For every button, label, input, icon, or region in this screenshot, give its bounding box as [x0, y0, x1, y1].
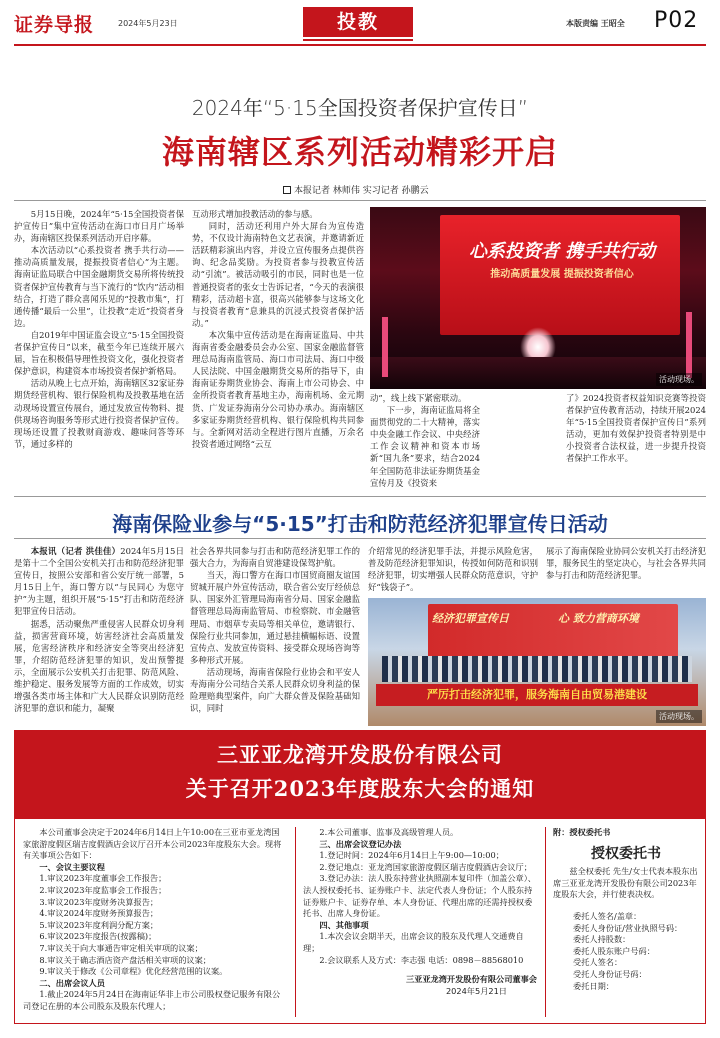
article1-column-1 [14, 208, 184, 493]
page-number: P02 [654, 8, 699, 33]
byline-text: 本报记者 林师伟 实习记者 孙鹏云 [294, 186, 429, 196]
paragraph: 互动形式增加投教活动的参与感。 [192, 209, 318, 219]
notice-banner [15, 731, 705, 819]
notice-signature: 三亚亚龙湾开发股份有限公司董事会 [405, 974, 537, 985]
paragraph: 动”，线上线下紧密联动。 [370, 393, 467, 403]
shareholder-meeting-notice [14, 730, 706, 1024]
agenda-item: 1.审议2023年度董事会工作报告； [39, 873, 167, 884]
proxy-form-body: 兹全权委托 先生/女士代表本股东出席三亚亚龙湾开发股份有限公司2023年度股东大会，并行使表决权。 [553, 866, 698, 900]
column-divider [545, 827, 546, 1017]
paragraph: 社会各界共同参与打击和防范经济犯罪工作的强大合力，为海南自贸港建设保驾护航。 [190, 546, 360, 569]
agenda-item: 5.审议2023年度利润分配方案； [39, 919, 159, 930]
notice-paragraph: 1.截止2024年5月24日在海南证华非上市公司股权登记服务有限公司登记在册的本公司股东及股东代理人； [23, 989, 281, 1011]
article2-headline: 海南保险业参与“5·15”打击和防范经济犯罪宣传日活动 [112, 512, 608, 536]
paragraph: 本次活动以“心系投资者 携手共行动——推动高质量发展，提振投资者信心”为主题。海南证监局联合中国金融期货交易所将传统投资者保护宣传教育与当下流行的“饮内”活动相结合，打造了群众喜闻乐见的“投教市集”，打通传播“最后一公里”，让投教“走近”投资者身边。 [14, 245, 184, 328]
column-divider [295, 827, 296, 1017]
article1-column-3 [370, 392, 480, 489]
agenda-item: 3.审议2023年度财务决算报告； [39, 896, 159, 907]
backdrop-text: 心 致力营商环境 [558, 612, 639, 625]
article2-column-1 [14, 545, 184, 725]
agenda-item: 8.审议关于确志酒店资产盘活相关审项的议案； [39, 954, 211, 965]
paragraph: 下一步，海南证监局将全面贯彻党的二十大精神，落实中央金融工作会议、中央经济工作会议精神和资本市场新“国九条”要求，结合2024年全国防范非法证券期货基金宣传月及《投资来 [370, 405, 480, 488]
paragraph: 2024年5月15日是第十二个全国公安机关打击和防范经济犯罪宣传日，按照公安部和省公安厅统一部署，5月15日上午，海口警方以“与民同心 为您守护”为主题，组织开展“5·15”打击和防范经济犯罪宣传日活动。 [14, 546, 184, 617]
police-event-photo [368, 598, 706, 726]
red-banner-text: 严厉打击经济犯罪，服务海南自由贸易港建设 [427, 688, 647, 701]
newspaper-logo: 证券导报 [14, 14, 95, 36]
proxy-field: 受托人签名： [573, 957, 623, 968]
proxy-field: 委托人股东账户号码： [573, 945, 655, 956]
notice-heading: 一、会议主要议程 [39, 861, 105, 872]
agenda-item: 6.审议2023年度报告(按露稿)； [39, 931, 157, 942]
article2-column-2 [190, 545, 360, 725]
proxy-form-column [553, 827, 699, 992]
agenda-item: 9.审议关于修改《公司章程》优化经营范围的议案。 [39, 966, 228, 977]
photo-caption: 活动现场。 [656, 710, 702, 723]
notice-heading: 二、出席会议人员 [39, 977, 105, 988]
notice-heading: 四、其他事项 [319, 919, 369, 930]
proxy-form-title: 授权委托书 [591, 845, 661, 862]
paragraph: 自2019年中国证监会设立“5·15全国投资者保护宣传日”以来，截至今年已连续开展六届，旨在积极倡导理性投资文化，强化投资者保护意识，构建资本市场投资者保护新格局。 [14, 329, 184, 377]
agenda-item: 4.审议2024年度财务预算报告； [39, 908, 159, 919]
notice-paragraph: 2.本公司董事、监事及高级管理人员。 [319, 827, 459, 837]
article1-column-2 [192, 208, 364, 493]
article1-column-4 [566, 392, 706, 465]
notice-paragraph: 本公司董事会决定于2024年6月14日上午10:00在三亚市亚龙湾国家旅游度假区瑞吉度假酒店会议厅召开本公司2023年度股东大会。现将有关事项公告如下： [23, 827, 282, 861]
proxy-field: 委托人签名/盖章： [573, 910, 642, 921]
notice-title-subject: 关于召开2023年度股东大会的通知 [185, 776, 535, 801]
issue-date: 2024年5月23日 [118, 19, 178, 28]
article2-column-4 [546, 545, 706, 581]
paragraph: 展示了海南保险业协同公安机关打击经济犯罪，服务民生的坚定决心，与社会各界共同参与打击和防范经济犯罪。 [546, 546, 706, 581]
section-tab: 投教 [303, 7, 413, 37]
paragraph: 当天，海口警方在海口市国贸商圈友谊国贸城开展户外宣传活动，联合省公安厅经侦总队、国家外汇管理局海南省分局、国家金融监督管理总局海南监管局、市检察院、市金融管理局、市烟草专卖局等相关单位，邀请银行、保险行业共同参加，通过悬挂横幅标语、设置宣传点、发放宣传资料、接受群众现场咨询等多种形式开展。 [190, 570, 360, 665]
paragraph: 介绍常见的经济犯罪手法，并提示风险危害，普及防范经济犯罪知识，传授如何防范和识别经济犯罪，切实增强人民群众防范意识，守护好“钱袋子”。 [368, 546, 538, 593]
paragraph: 了》2024投资者权益知识竞赛等投资者保护宣传教育活动，持续开展2024年“5·15全国投资者保护宣传日”系列活动，更加有效保护投资者特别是中小投资者合法权益，进一步提升投资者保护工作水平。 [566, 393, 706, 464]
divider [14, 496, 706, 497]
paragraph: 5月15日晚，2024年“5·15全国投资者保护宣传日”集中宣传活动在海口市日月广场举办，海南辖区投保系列活动开启序幕。 [14, 209, 184, 244]
header-rule [14, 44, 706, 46]
article1-kicker: 2024年“5·15全国投资者保护宣传日” [191, 96, 529, 120]
notice-paragraph: 1.本次会议会期半天，出席会议的股东及代理人交通费自理； [303, 931, 524, 953]
notice-title-company: 三亚亚龙湾开发股份有限公司 [217, 742, 503, 767]
proxy-field: 委托人持股数： [573, 934, 631, 945]
backdrop-text: 经济犯罪宣传日 [432, 612, 509, 625]
divider [14, 200, 706, 201]
crowd [382, 656, 692, 682]
editor-credit: 本版责编 王昭全 [566, 19, 625, 28]
notice-paragraph: 2.会议联系人及方式：李志强 电话：0898－88568010 [319, 954, 524, 965]
proxy-field: 委托日期： [573, 980, 614, 991]
notice-paragraph: 1.登记时间：2024年6月14日上午9:00—10:00； [319, 850, 504, 861]
attachment-label: 附：授权委托书 [553, 827, 611, 837]
notice-heading: 三、出席会议登记办法 [319, 838, 402, 849]
stage-subtitle: 推动高质量发展 提振投资者信心 [490, 269, 634, 280]
article1-byline [283, 183, 429, 196]
agenda-item: 7.审议关于向大事通告审定相关审项的议案； [39, 942, 203, 953]
notice-left-column [23, 827, 287, 1013]
divider [14, 538, 706, 539]
spacer [486, 392, 560, 482]
proxy-field: 委托人身份证/营业执照号码： [573, 922, 683, 933]
proxy-field: 受托人身份证号码： [573, 968, 647, 979]
light-pole [686, 312, 692, 378]
page-header [0, 0, 720, 44]
paragraph: 据悉，活动聚焦严重侵害人民群众切身利益，损害营商环境，妨害经济社会高质量发展，危害经济秩序和经济安全等突出经济犯罪，介绍防范经济犯罪的知识，发出预警提示，全面展示公安机关打击犯罪、防范风险、维护稳定、服务发展等方面的工作成效，切实增强各类市场主体和广大人民群众识别防范经济犯罪的意识和能力，凝聚 [14, 618, 184, 714]
paragraph: 活动从晚上七点开始，海南辖区32家证券期货经营机构、银行保险机构及投教基地在活动现场设置宣传展台，通过发放宣传物料、提供现场咨询服务等形式进行投资者保护宣传。现场还设置了投教财商游戏、趣味问答等环节，通过多样的 [14, 378, 184, 449]
stage-title: 心系投资者 携手共行动 [468, 241, 656, 262]
event-stage-photo [370, 207, 706, 389]
notice-paragraph: 3.登记办法：法人股东持营业执照副本复印件（加盖公章）、法人授权委托书、证券账户卡、法定代表人身份证；个人股东持证券账户卡、证券存单、本人身份证、代理出席的还需持授权委托书、出席人身份证。 [303, 873, 536, 919]
article2-column-3 [368, 545, 538, 593]
notice-middle-column [303, 827, 537, 997]
notice-date: 2024年5月21日 [445, 985, 507, 996]
agenda-item: 2.审议2023年度监事会工作报告； [39, 884, 167, 895]
paragraph: 同时，活动还利用户外大屏台为宣传造势，不仅设计海南特色文艺表演，并邀请新近活跃精彩演出内容，并设立宣传服务点提供咨询、纪念品奖励。为投资者参与投教宣传活动“引流”。被活动吸引的市民，同时也是一位普通投资者的张女士告诉记者，“今天的表演很精彩，活动超卡富，很高兴能够参与这场文化与投资者教育”息兼具的沉浸式投资者保护活动。” [192, 221, 364, 328]
paragraph: 本次集中宣传活动是在海南证监局、中共海南省委金融委员会办公室、国家金融监督管理总局海南监管局、海口市司法局、海口中级人民法院、中国金融期货交易所的指导下，由海南证券期货业协会、海南上市公司协会、中金所投资者教育基地主办，海南机场、金元期货、广发证券海南分公司协办承办。海南辖区多家证券期货经营机构、银行保险机构共同参与。全新网对活动全程进行图片直播，万余名投资者通过网络“云互 [192, 329, 364, 449]
article2-byline: 本报讯（记者 洪佳佳） [30, 546, 121, 556]
light-pole [382, 317, 388, 377]
photo-caption: 活动现场。 [656, 373, 702, 386]
article1-headline: 海南辖区系列活动精彩开启 [161, 133, 558, 171]
paragraph: 活动现场，海南省保险行业协会和平安人寿海南分公司结合关系人民群众切身利益的保险理赔典型案件，向广大群众普及保险基础知识，同时 [190, 666, 360, 714]
byline-square-icon [283, 186, 291, 194]
notice-paragraph: 2.登记地点：亚龙湾国家旅游度假区瑞吉度假酒店会议厅； [319, 861, 532, 872]
